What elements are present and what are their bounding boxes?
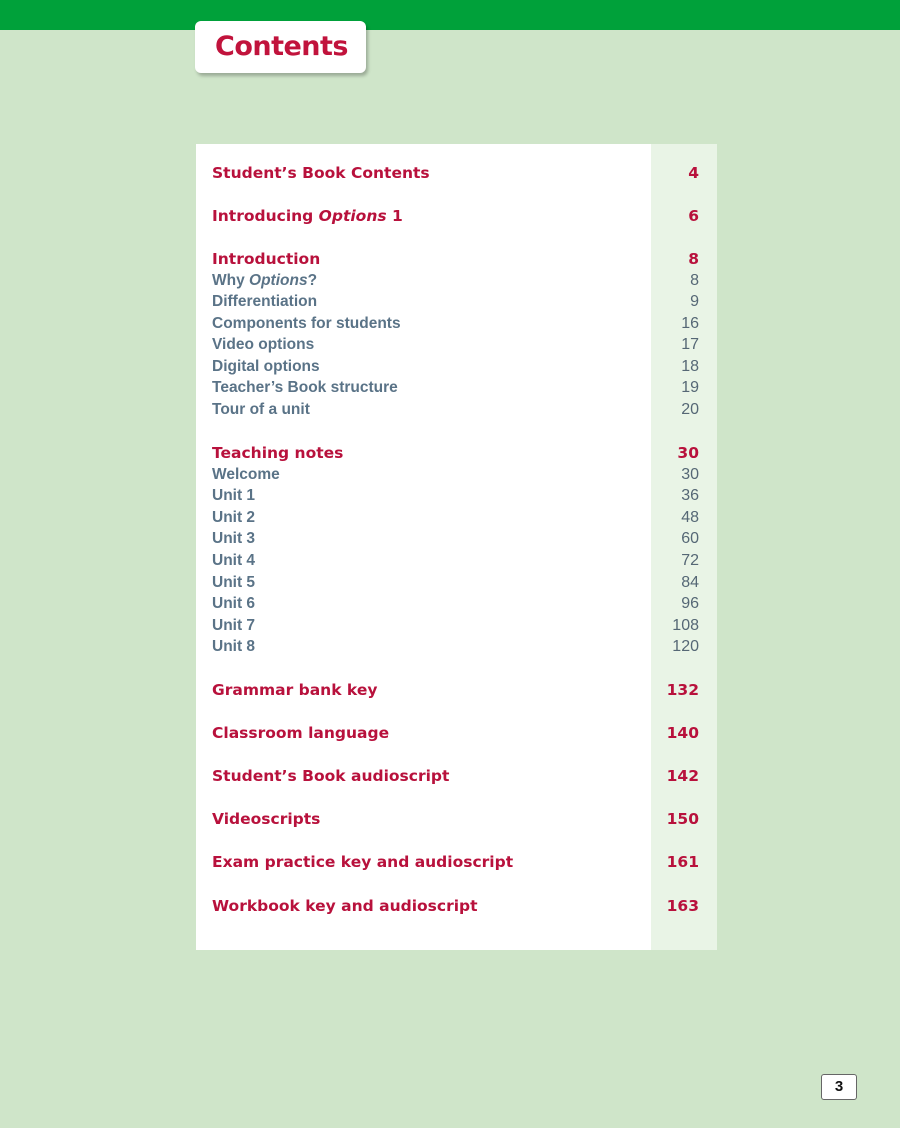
toc-entry-page: 17 — [681, 336, 699, 353]
toc-entry-page: 18 — [681, 358, 699, 375]
toc-entry-label: Student’s Book Contents — [212, 164, 430, 182]
toc-entry-page: 60 — [681, 530, 699, 547]
toc-entry-label: Grammar bank key — [212, 681, 378, 699]
toc-entry-label: Unit 5 — [212, 574, 256, 591]
toc-entry-page: 140 — [666, 724, 699, 742]
toc-entry-unit-3[interactable] — [212, 527, 699, 551]
toc-entry-page: 108 — [672, 617, 699, 634]
toc-label-text: Why — [212, 272, 250, 289]
toc-entry-page: 9 — [690, 293, 699, 310]
toc-entry-page: 36 — [681, 487, 699, 504]
toc-entry-video-options[interactable] — [212, 333, 699, 357]
page-title: Contents — [215, 31, 349, 62]
toc-entry-label: Unit 6 — [212, 595, 256, 612]
toc-entry-unit-8[interactable] — [212, 635, 699, 659]
toc-entry-unit-6[interactable] — [212, 592, 699, 616]
toc-label-text: Introducing — [212, 207, 319, 225]
toc-entry-label: Components for students — [212, 315, 401, 332]
toc-entry-tb-structure[interactable] — [212, 376, 699, 400]
toc-entry-label: Digital options — [212, 358, 320, 375]
toc-entry-page: 30 — [677, 444, 699, 462]
toc-entry-page: 120 — [672, 638, 699, 655]
toc-entry-page: 84 — [681, 574, 699, 591]
toc-entry-page: 96 — [681, 595, 699, 612]
toc-entry-label — [212, 207, 403, 225]
toc-entry-label — [212, 272, 317, 290]
top-color-bar — [0, 0, 900, 30]
toc-entry-page: 150 — [666, 810, 699, 828]
toc-label-text: ? — [307, 272, 318, 289]
toc-entry-sb-contents[interactable] — [212, 161, 699, 185]
toc-entry-differentiation[interactable] — [212, 290, 699, 314]
toc-entry-sb-audioscript[interactable] — [212, 764, 699, 788]
toc-entry-label: Unit 4 — [212, 552, 256, 569]
toc-entry-label: Exam practice key and audioscript — [212, 853, 514, 871]
toc-entry-label: Introduction — [212, 250, 321, 268]
toc-entry-label: Teaching notes — [212, 444, 344, 462]
table-of-contents — [196, 144, 717, 950]
toc-entry-page: 19 — [681, 379, 699, 396]
toc-entry-label: Differentiation — [212, 293, 318, 310]
toc-entry-page: 30 — [681, 466, 699, 483]
toc-entry-unit-1[interactable] — [212, 484, 699, 508]
toc-entry-page: 161 — [666, 853, 699, 871]
toc-entry-label: Videoscripts — [212, 810, 321, 828]
toc-entry-page: 4 — [688, 164, 699, 182]
toc-entry-label: Unit 7 — [212, 617, 256, 634]
toc-entry-page: 8 — [688, 250, 699, 268]
toc-entry-page: 16 — [681, 315, 699, 332]
toc-label-italic: Options — [318, 207, 387, 225]
toc-entry-page: 163 — [666, 897, 699, 915]
toc-entry-label: Teacher’s Book structure — [212, 379, 398, 396]
toc-entry-teaching-notes[interactable] — [212, 441, 699, 465]
toc-entry-label: Student’s Book audioscript — [212, 767, 450, 785]
toc-entry-page: 8 — [690, 272, 699, 289]
toc-entry-label: Workbook key and audioscript — [212, 897, 478, 915]
toc-entry-page: 132 — [666, 681, 699, 699]
toc-entry-label: Video options — [212, 336, 315, 353]
toc-entry-label: Unit 3 — [212, 530, 256, 547]
toc-entry-introduction[interactable] — [212, 247, 699, 271]
toc-label-italic: Options — [249, 272, 308, 289]
toc-entry-label: Unit 8 — [212, 638, 256, 655]
toc-entry-label: Unit 2 — [212, 509, 256, 526]
toc-entry-workbook-key[interactable] — [212, 894, 699, 918]
page-number-box: 3 — [821, 1074, 857, 1100]
toc-entry-unit-4[interactable] — [212, 549, 699, 573]
toc-entry-page: 72 — [681, 552, 699, 569]
toc-entry-label: Classroom language — [212, 724, 390, 742]
toc-entry-exam-practice[interactable] — [212, 850, 699, 874]
contents-title-tab — [195, 21, 366, 73]
toc-entry-label: Welcome — [212, 466, 280, 483]
toc-entry-page: 6 — [688, 207, 699, 225]
toc-entry-label: Unit 1 — [212, 487, 256, 504]
toc-entry-introducing[interactable] — [212, 204, 699, 228]
toc-entry-page: 142 — [666, 767, 699, 785]
toc-entry-classroom-language[interactable] — [212, 721, 699, 745]
toc-entry-label: Tour of a unit — [212, 401, 310, 418]
toc-entry-videoscripts[interactable] — [212, 807, 699, 831]
toc-entry-page: 20 — [681, 401, 699, 418]
toc-entry-tour[interactable] — [212, 398, 699, 422]
toc-entry-grammar-bank[interactable] — [212, 678, 699, 702]
toc-entry-page: 48 — [681, 509, 699, 526]
toc-label-text: 1 — [386, 207, 403, 225]
